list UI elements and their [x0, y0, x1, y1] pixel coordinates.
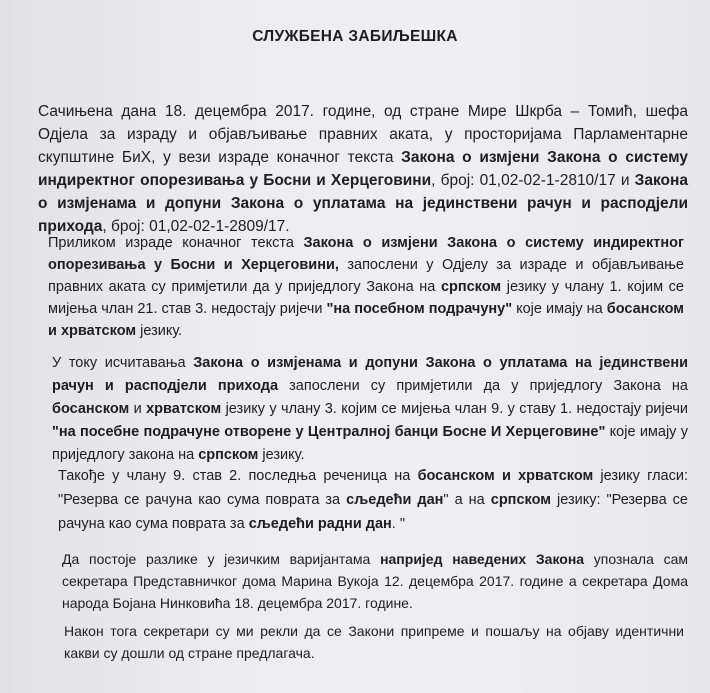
bold-text-run: Закона о измјенама и допуни Закона о уплатама на јединствени рачун и расподјели прихода: [52, 355, 688, 394]
bold-text-run: Закона о измјенама и допуни Закона о уплатама на јединствени рачун и расподјели прихода: [38, 172, 688, 235]
bold-text-run: "на посебном подрачуну": [326, 301, 513, 317]
text-run: и: [129, 401, 147, 417]
text-run: које имају на: [512, 301, 607, 317]
paragraph-6: [64, 620, 684, 664]
paragraph-1: [38, 100, 688, 238]
text-run: језику.: [258, 447, 305, 463]
paragraph-4: [58, 464, 688, 536]
document-title: СЛУЖБЕНА ЗАБИЉЕШКА: [252, 28, 458, 45]
text-run: . ": [391, 516, 406, 532]
text-run: запослени у Одјелу за израде и објављивање правних аката су примјетили да у приједлогу Закона на: [48, 257, 684, 295]
bold-text-run: босанском и хрватском: [417, 468, 594, 484]
text-run: које имају у приједлогу закона на: [52, 424, 688, 463]
bold-text-run: Закона о измјени Закона о систему индиректног опорезивања у Босни и Херцеговини: [38, 149, 688, 189]
bold-text-run: Закона о измјени Закона о систему индиректног опорезивања у Босни и Херцеговини,: [48, 235, 684, 273]
text-run: језику гласи: "Резерва се рачуна као сума поврата за: [58, 468, 688, 508]
text-run: упознала сам секретара Представничког дома Марина Вукоја 12. децембра 2017. године а секретара Дома народа Бојана Нинковића 18. децембра 2017. године.: [62, 551, 689, 611]
text-run: , број: 01,02-02-1-2809/17.: [102, 218, 290, 235]
bold-text-run: хрватском: [146, 401, 222, 417]
text-run: , број: 01,02-02-1-2810/17 и: [431, 172, 635, 189]
paragraph-2: [48, 232, 684, 342]
text-run: Приликом израде коначног текста: [48, 235, 304, 251]
text-run: језику у члану 3. којим се мијења члан 9. у ставу 1. недостају ријечи: [221, 401, 688, 417]
paragraph-3: [52, 352, 688, 467]
text-run: " а на: [443, 492, 491, 508]
text-run: језику у члану 1. којим се мијења члан 21. став 3. недостају ријечи: [48, 279, 685, 317]
text-run: Да постоје разлике у језичким варијантама: [62, 551, 381, 567]
bold-text-run: сљедећи радни дан: [248, 516, 392, 532]
bold-text-run: босанском: [52, 401, 130, 417]
bold-text-run: босанском и хрватском: [48, 301, 684, 339]
bold-text-run: српском: [198, 447, 259, 463]
text-run: Такође у члану 9. став 2. последња реченица на: [58, 468, 418, 484]
text-run: језику.: [136, 323, 183, 339]
bold-text-run: српском: [490, 492, 551, 508]
text-run: језику: "Резерва се рачуна као сума поврата за: [58, 492, 688, 532]
paragraph-5: [62, 548, 688, 614]
text-run: У току исчитавања: [52, 355, 194, 371]
text-run: запослени су примјетили да у приједлогу Закона на: [278, 378, 688, 394]
bold-text-run: "на посебне подрачуне отворене у Централној банци Босне И Херцеговине": [52, 424, 606, 440]
bold-text-run: напријед наведених Закона: [380, 551, 585, 567]
text-run: Након тога секретари су ми рекли да се Закони припреме и пошаљу на објаву идентични какви су дошли од стране предлагача.: [64, 623, 684, 661]
text-run: Сачињена дана 18. децембра 2017. године, од стране Мире Шкрба – Томић, шефа Одјела за израду и објављивање правних аката, у просторијама Парламентарне скупштине БиХ, у вези израде коначног текста: [38, 103, 688, 166]
bold-text-run: српском: [440, 279, 502, 295]
bold-text-run: сљедећи дан: [346, 492, 444, 508]
